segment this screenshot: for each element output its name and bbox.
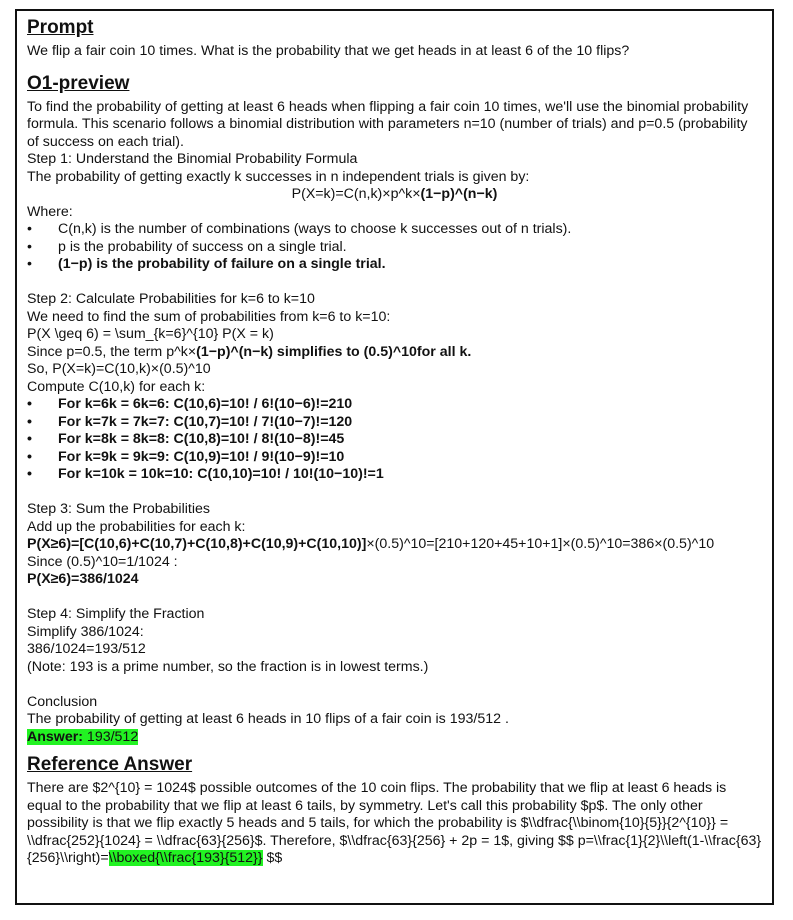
answer-highlight: Answer: 193/512 — [27, 728, 139, 745]
o1-heading: O1-preview — [27, 72, 130, 94]
sum-line: P(X≥6)=[C(10,6)+C(10,7)+C(10,8)+C(10,9)+C(10,10)]×(0.5)^10=[210+120+45+10+1]×(0.5)^10=386×(0.5)^10 — [27, 536, 715, 552]
formula-bold: (1−p)^(n−k) — [420, 186, 498, 202]
simplify-line: Simplify 386/1024: — [27, 623, 144, 640]
document-frame — [15, 9, 774, 905]
since2-line: Since (0.5)^10=1/1024 : — [27, 553, 178, 570]
step2-latex: P(X \geq 6) = \sum_{k=6}^{10} P(X = k) — [27, 326, 274, 342]
compute-item: • For k=7k = 7k=7: C(10,7)=10! / 7!(10−7)!=120 — [27, 414, 762, 432]
note-line: (Note: 193 is a prime number, so the fraction is in lowest terms.) — [27, 658, 429, 675]
step4-title: Step 4: Simplify the Fraction — [27, 606, 205, 622]
where-label: Where: — [27, 203, 73, 220]
step2-title: Step 2: Calculate Probabilities for k=6 to k=10 — [27, 291, 315, 307]
compute-item: • For k=10k = 10k=10: C(10,10)=10! / 10!(10−10)!=1 — [27, 466, 762, 484]
step1-title: Step 1: Understand the Binomial Probability Formula — [27, 151, 358, 167]
reference-heading: Reference Answer — [27, 754, 193, 775]
so-line: So, P(X=k)=C(10,k)×(0.5)^10 — [27, 361, 211, 377]
where-item: • C(n,k) is the number of combinations (ways to choose k successes out of n trials). — [27, 221, 762, 239]
compute-item: • For k=6k = 6k=6: C(10,6)=10! / 6!(10−6)!=210 — [27, 396, 762, 414]
reference-text: There are $2^{10} = 1024$ possible outcomes of the 10 coin flips. The probability that we flip at least 6 heads is equal to the probability that we flip at least 6 tails, by symmetry. Let's call this probability $p$. The only other possibility is that we flip exactly 5 heads and 5 tails, for which the probability is $\\dfrac{\\binom{10}{5}}{2^{10}} = \\dfrac{252}{1024} = \\dfrac{63}{256}$. Therefore, $\\dfrac{63}{256} + 2p = 1$, giving $$ p=\\frac{1}{2}\\left(1-\\frac{63}{256}\\right)=\\boxed{\\frac{193}{512}} $$ — [27, 780, 762, 866]
conclusion-text: The probability of getting at least 6 heads in 10 flips of a fair coin is 193/512 . — [27, 711, 509, 727]
formula-plain: P(X=k)=C(n,k)×p^k× — [291, 186, 421, 202]
simplify-result: 386/1024=193/512 — [27, 641, 146, 657]
boxed-answer-highlight: \\boxed{\\frac{193}{512}} — [108, 850, 263, 866]
answer-line — [27, 729, 762, 747]
step1-text: The probability of getting exactly k successes in n independent trials is given by: — [27, 168, 530, 185]
since-line: Since p=0.5, the term p^k×(1−p)^(n−k) simplifies to (0.5)^10for all k. — [27, 343, 472, 360]
where-item: • p is the probability of success on a single trial. — [27, 239, 762, 257]
binomial-formula — [27, 186, 762, 204]
p-result: P(X≥6)=386/1024 — [27, 571, 139, 587]
conclusion-title: Conclusion — [27, 693, 98, 710]
compute-item: • For k=8k = 8k=8: C(10,8)=10! / 8!(10−8)!=45 — [27, 431, 762, 449]
step3-text: Add up the probabilities for each k: — [27, 518, 246, 535]
compute-label: Compute C(10,k) for each k: — [27, 378, 206, 395]
step3-title: Step 3: Sum the Probabilities — [27, 501, 210, 517]
step2-text: We need to find the sum of probabilities from k=6 to k=10: — [27, 308, 391, 325]
where-item: • (1−p) is the probability of failure on a single trial. — [27, 256, 762, 274]
prompt-text: We flip a fair coin 10 times. What is the probability that we get heads in at least 6 of the 10 flips? — [27, 43, 630, 59]
compute-item: • For k=9k = 9k=9: C(10,9)=10! / 9!(10−9)!=10 — [27, 449, 762, 467]
o1-intro: To find the probability of getting at least 6 heads when flipping a fair coin 10 times, we'll use the binomial probability formula. This scenario follows a binomial distribution with parameters n=10 (number of trials) and p=0.5 (probability of success on each trial). — [27, 98, 749, 150]
prompt-heading: Prompt — [27, 17, 94, 38]
